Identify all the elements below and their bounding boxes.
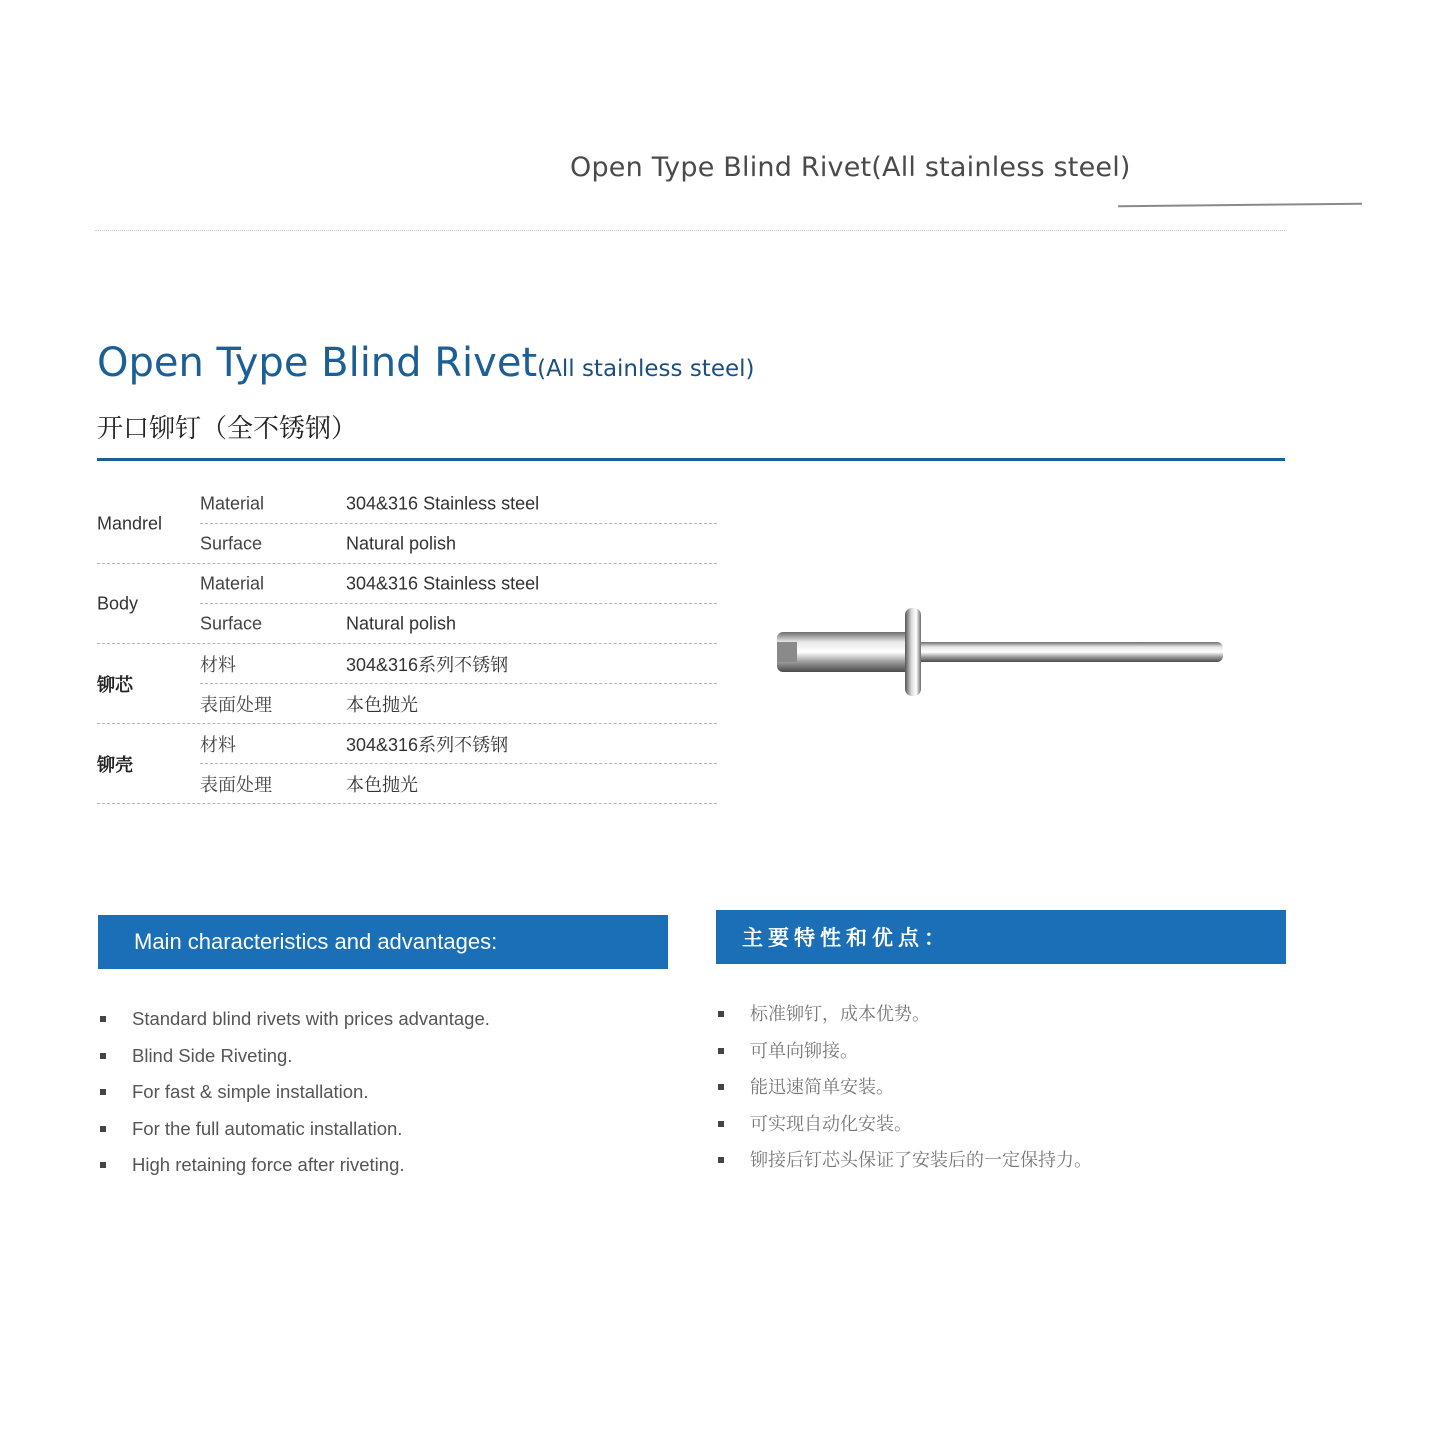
characteristics-list-en: [100, 1001, 700, 1184]
spec-value: 304&316系列不锈钢: [346, 654, 509, 675]
list-item: [100, 1111, 700, 1148]
spec-group-label: Mandrel: [97, 513, 163, 533]
spec-attribute: Material: [200, 493, 265, 513]
list-item-text: High retaining force after riveting.: [132, 1154, 405, 1175]
spec-group-label: 铆芯: [97, 674, 133, 695]
spec-group-label: Body: [97, 593, 139, 613]
list-item-text: 标准铆钉，成本优势。: [750, 1004, 930, 1024]
spec-group-mandrel-cn: [97, 644, 717, 724]
spec-row: [200, 683, 717, 723]
spec-attribute: Surface: [200, 533, 263, 553]
spec-value: Natural polish: [346, 613, 457, 633]
spec-value: 304&316 Stainless steel: [346, 573, 540, 593]
bullet-icon: [718, 1048, 724, 1054]
list-item-text: Standard blind rivets with prices advantage.: [132, 1008, 490, 1029]
list-item-text: 可实现自动化安装。: [750, 1113, 912, 1134]
spec-row: [200, 644, 717, 683]
spec-group-mandrel: [97, 484, 717, 564]
spec-value: 304&316系列不锈钢: [346, 734, 509, 755]
bullet-icon: [718, 1084, 724, 1090]
product-title: [97, 340, 754, 386]
product-title-main: Open Type Blind Rivet: [97, 340, 538, 386]
header-divider: [95, 230, 1285, 231]
list-item: [100, 1001, 700, 1038]
spec-attribute: 表面处理: [200, 694, 272, 715]
bullet-icon: [718, 1157, 724, 1163]
spec-group-label: 铆壳: [97, 754, 133, 775]
spec-row: [200, 564, 717, 603]
list-item: [718, 1033, 1318, 1070]
bullet-icon: [718, 1011, 724, 1017]
list-item-text: 铆接后钉芯头保证了安装后的一定保持力。: [750, 1150, 1092, 1170]
list-item: [718, 1106, 1318, 1143]
characteristics-heading-cn: [716, 910, 1286, 964]
bullet-icon: [100, 1016, 106, 1022]
product-title-cn: 开口铆钉（全不锈钢）: [97, 413, 358, 443]
spec-attribute: Surface: [200, 613, 263, 633]
header-title: Open Type Blind Rivet(All stainless steel): [570, 152, 1131, 183]
spec-attribute: Material: [200, 573, 265, 593]
spec-value: 304&316 Stainless steel: [346, 493, 540, 513]
list-item: [100, 1147, 700, 1184]
spec-group-body-cn: [97, 724, 717, 804]
bullet-icon: [100, 1053, 106, 1059]
characteristics-list-cn: [718, 996, 1318, 1179]
list-item: [718, 996, 1318, 1033]
spec-value: Natural polish: [346, 533, 457, 553]
spec-row: [200, 724, 717, 763]
list-item-text: 可单向铆接。: [750, 1040, 858, 1061]
bullet-icon: [100, 1126, 106, 1132]
list-item-text: For the full automatic installation.: [132, 1117, 403, 1139]
characteristics-heading-en-text: Main characteristics and advantages:: [134, 929, 498, 954]
spec-row: [200, 484, 717, 523]
list-item: [718, 1142, 1318, 1179]
bullet-icon: [100, 1089, 106, 1095]
header-underline: [1118, 203, 1362, 208]
list-item: [718, 1069, 1318, 1106]
product-title-suffix: (All stainless steel): [537, 356, 755, 382]
spec-value: 本色抛光: [346, 774, 418, 795]
spec-row: [200, 763, 717, 803]
list-item-text: For fast & simple installation.: [132, 1081, 369, 1102]
rivet-image: [765, 598, 1235, 708]
spec-row: [200, 523, 717, 563]
characteristics-heading-cn-text: 主要特性和优点：: [742, 927, 950, 950]
spec-attribute: 表面处理: [200, 774, 272, 795]
list-item: [100, 1074, 700, 1111]
spec-attribute: 材料: [200, 734, 236, 755]
characteristics-heading-en: [98, 915, 668, 969]
bullet-icon: [100, 1162, 106, 1168]
bullet-icon: [718, 1121, 724, 1127]
list-item-text: 能迅速简单安装。: [750, 1077, 894, 1097]
list-item: [100, 1038, 700, 1075]
spec-value: 本色抛光: [346, 694, 418, 715]
title-rule: [97, 458, 1285, 461]
spec-attribute: 材料: [200, 654, 236, 675]
spec-group-body: [97, 564, 717, 644]
spec-table: [97, 484, 717, 804]
list-item-text: Blind Side Riveting.: [132, 1044, 293, 1066]
spec-row: [200, 603, 717, 643]
